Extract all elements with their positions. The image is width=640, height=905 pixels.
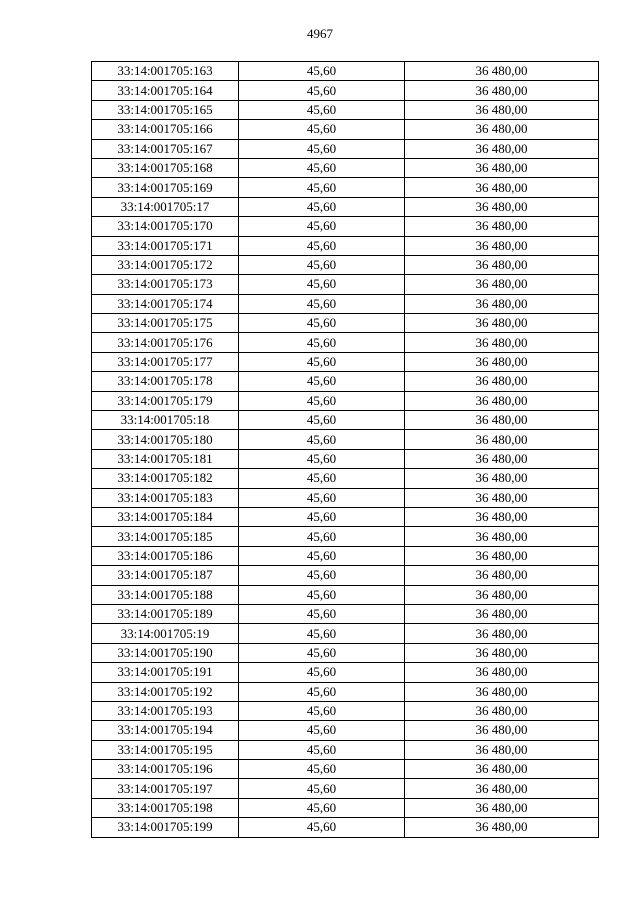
- value-cell: 36 480,00: [405, 314, 599, 333]
- cadastral-number-cell: 33:14:001705:173: [92, 275, 239, 294]
- table-row: [92, 449, 599, 468]
- area-cell: 45,60: [239, 469, 405, 488]
- cadastral-number-cell: 33:14:001705:187: [92, 566, 239, 585]
- table-row: [92, 469, 599, 488]
- cadastral-number-cell: 33:14:001705:190: [92, 643, 239, 662]
- area-cell: 45,60: [239, 585, 405, 604]
- cadastral-number-cell: 33:14:001705:179: [92, 391, 239, 410]
- value-cell: 36 480,00: [405, 197, 599, 216]
- value-cell: 36 480,00: [405, 352, 599, 371]
- area-cell: 45,60: [239, 411, 405, 430]
- cadastral-number-cell: 33:14:001705:163: [92, 62, 239, 81]
- table-row: [92, 352, 599, 371]
- table-row: [92, 701, 599, 720]
- area-cell: 45,60: [239, 488, 405, 507]
- table-row: [92, 527, 599, 546]
- area-cell: 45,60: [239, 760, 405, 779]
- area-cell: 45,60: [239, 566, 405, 585]
- value-cell: 36 480,00: [405, 546, 599, 565]
- value-cell: 36 480,00: [405, 391, 599, 410]
- value-cell: 36 480,00: [405, 469, 599, 488]
- table-row: [92, 566, 599, 585]
- cadastral-number-cell: 33:14:001705:186: [92, 546, 239, 565]
- cadastral-number-cell: 33:14:001705:165: [92, 100, 239, 119]
- area-cell: 45,60: [239, 81, 405, 100]
- area-cell: 45,60: [239, 507, 405, 526]
- table-row: [92, 333, 599, 352]
- value-cell: 36 480,00: [405, 120, 599, 139]
- value-cell: 36 480,00: [405, 721, 599, 740]
- value-cell: 36 480,00: [405, 779, 599, 798]
- table-row: [92, 721, 599, 740]
- area-cell: 45,60: [239, 391, 405, 410]
- cadastral-number-cell: 33:14:001705:178: [92, 372, 239, 391]
- area-cell: 45,60: [239, 643, 405, 662]
- area-cell: 45,60: [239, 721, 405, 740]
- value-cell: 36 480,00: [405, 449, 599, 468]
- area-cell: 45,60: [239, 62, 405, 81]
- cadastral-number-cell: 33:14:001705:171: [92, 236, 239, 255]
- cadastral-number-cell: 33:14:001705:180: [92, 430, 239, 449]
- cadastral-number-cell: 33:14:001705:197: [92, 779, 239, 798]
- cadastral-number-cell: 33:14:001705:189: [92, 604, 239, 623]
- cadastral-number-cell: 33:14:001705:167: [92, 139, 239, 158]
- value-cell: 36 480,00: [405, 255, 599, 274]
- area-cell: 45,60: [239, 352, 405, 371]
- value-cell: 36 480,00: [405, 604, 599, 623]
- cadastral-number-cell: 33:14:001705:188: [92, 585, 239, 604]
- cadastral-number-cell: 33:14:001705:199: [92, 818, 239, 837]
- value-cell: 36 480,00: [405, 217, 599, 236]
- area-cell: 45,60: [239, 449, 405, 468]
- value-cell: 36 480,00: [405, 411, 599, 430]
- area-cell: 45,60: [239, 197, 405, 216]
- cadastral-number-cell: 33:14:001705:174: [92, 294, 239, 313]
- table-body: [92, 62, 599, 838]
- value-cell: 36 480,00: [405, 585, 599, 604]
- area-cell: 45,60: [239, 527, 405, 546]
- cadastral-number-cell: 33:14:001705:198: [92, 798, 239, 817]
- area-cell: 45,60: [239, 314, 405, 333]
- cadastral-number-cell: 33:14:001705:169: [92, 178, 239, 197]
- table-row: [92, 585, 599, 604]
- value-cell: 36 480,00: [405, 818, 599, 837]
- table-row: [92, 236, 599, 255]
- value-cell: 36 480,00: [405, 643, 599, 662]
- cadastral-number-cell: 33:14:001705:166: [92, 120, 239, 139]
- area-cell: 45,60: [239, 701, 405, 720]
- value-cell: 36 480,00: [405, 740, 599, 759]
- area-cell: 45,60: [239, 100, 405, 119]
- cadastral-number-cell: 33:14:001705:193: [92, 701, 239, 720]
- value-cell: 36 480,00: [405, 507, 599, 526]
- table-row: [92, 100, 599, 119]
- table-row: [92, 217, 599, 236]
- area-cell: 45,60: [239, 120, 405, 139]
- area-cell: 45,60: [239, 217, 405, 236]
- cadastral-number-cell: 33:14:001705:185: [92, 527, 239, 546]
- table-row: [92, 62, 599, 81]
- table-row: [92, 798, 599, 817]
- table-row: [92, 178, 599, 197]
- cadastral-number-cell: 33:14:001705:164: [92, 81, 239, 100]
- value-cell: 36 480,00: [405, 62, 599, 81]
- area-cell: 45,60: [239, 740, 405, 759]
- cadastral-table: [91, 61, 599, 838]
- area-cell: 45,60: [239, 255, 405, 274]
- value-cell: 36 480,00: [405, 663, 599, 682]
- cadastral-number-cell: 33:14:001705:168: [92, 158, 239, 177]
- area-cell: 45,60: [239, 236, 405, 255]
- table-row: [92, 760, 599, 779]
- area-cell: 45,60: [239, 604, 405, 623]
- table-row: [92, 139, 599, 158]
- table-row: [92, 158, 599, 177]
- cadastral-number-cell: 33:14:001705:184: [92, 507, 239, 526]
- value-cell: 36 480,00: [405, 701, 599, 720]
- table-row: [92, 682, 599, 701]
- area-cell: 45,60: [239, 818, 405, 837]
- cadastral-number-cell: 33:14:001705:18: [92, 411, 239, 430]
- cadastral-number-cell: 33:14:001705:182: [92, 469, 239, 488]
- table-row: [92, 740, 599, 759]
- table-row: [92, 604, 599, 623]
- area-cell: 45,60: [239, 333, 405, 352]
- cadastral-number-cell: 33:14:001705:183: [92, 488, 239, 507]
- area-cell: 45,60: [239, 275, 405, 294]
- area-cell: 45,60: [239, 682, 405, 701]
- table-row: [92, 507, 599, 526]
- value-cell: 36 480,00: [405, 798, 599, 817]
- area-cell: 45,60: [239, 178, 405, 197]
- table-row: [92, 197, 599, 216]
- value-cell: 36 480,00: [405, 333, 599, 352]
- table-row: [92, 488, 599, 507]
- area-cell: 45,60: [239, 546, 405, 565]
- table-row: [92, 818, 599, 837]
- table-row: [92, 294, 599, 313]
- cadastral-number-cell: 33:14:001705:181: [92, 449, 239, 468]
- value-cell: 36 480,00: [405, 81, 599, 100]
- cadastral-number-cell: 33:14:001705:170: [92, 217, 239, 236]
- cadastral-number-cell: 33:14:001705:19: [92, 624, 239, 643]
- value-cell: 36 480,00: [405, 566, 599, 585]
- cadastral-number-cell: 33:14:001705:175: [92, 314, 239, 333]
- value-cell: 36 480,00: [405, 760, 599, 779]
- cadastral-number-cell: 33:14:001705:176: [92, 333, 239, 352]
- value-cell: 36 480,00: [405, 430, 599, 449]
- area-cell: 45,60: [239, 430, 405, 449]
- cadastral-number-cell: 33:14:001705:194: [92, 721, 239, 740]
- table-row: [92, 391, 599, 410]
- area-cell: 45,60: [239, 779, 405, 798]
- area-cell: 45,60: [239, 798, 405, 817]
- area-cell: 45,60: [239, 294, 405, 313]
- table-row: [92, 643, 599, 662]
- table-row: [92, 81, 599, 100]
- value-cell: 36 480,00: [405, 158, 599, 177]
- value-cell: 36 480,00: [405, 624, 599, 643]
- table-row: [92, 255, 599, 274]
- area-cell: 45,60: [239, 663, 405, 682]
- value-cell: 36 480,00: [405, 100, 599, 119]
- table-row: [92, 624, 599, 643]
- table-row: [92, 372, 599, 391]
- value-cell: 36 480,00: [405, 294, 599, 313]
- cadastral-number-cell: 33:14:001705:192: [92, 682, 239, 701]
- value-cell: 36 480,00: [405, 527, 599, 546]
- cadastral-number-cell: 33:14:001705:196: [92, 760, 239, 779]
- value-cell: 36 480,00: [405, 488, 599, 507]
- value-cell: 36 480,00: [405, 236, 599, 255]
- table-row: [92, 411, 599, 430]
- area-cell: 45,60: [239, 372, 405, 391]
- table-row: [92, 430, 599, 449]
- cadastral-number-cell: 33:14:001705:172: [92, 255, 239, 274]
- table-row: [92, 779, 599, 798]
- table-row: [92, 275, 599, 294]
- value-cell: 36 480,00: [405, 372, 599, 391]
- table-row: [92, 120, 599, 139]
- value-cell: 36 480,00: [405, 682, 599, 701]
- area-cell: 45,60: [239, 624, 405, 643]
- page-number: 4967: [307, 26, 333, 41]
- cadastral-number-cell: 33:14:001705:195: [92, 740, 239, 759]
- table-row: [92, 546, 599, 565]
- area-cell: 45,60: [239, 158, 405, 177]
- value-cell: 36 480,00: [405, 139, 599, 158]
- area-cell: 45,60: [239, 139, 405, 158]
- cadastral-number-cell: 33:14:001705:17: [92, 197, 239, 216]
- value-cell: 36 480,00: [405, 275, 599, 294]
- cadastral-number-cell: 33:14:001705:177: [92, 352, 239, 371]
- cadastral-number-cell: 33:14:001705:191: [92, 663, 239, 682]
- value-cell: 36 480,00: [405, 178, 599, 197]
- table-row: [92, 663, 599, 682]
- table-row: [92, 314, 599, 333]
